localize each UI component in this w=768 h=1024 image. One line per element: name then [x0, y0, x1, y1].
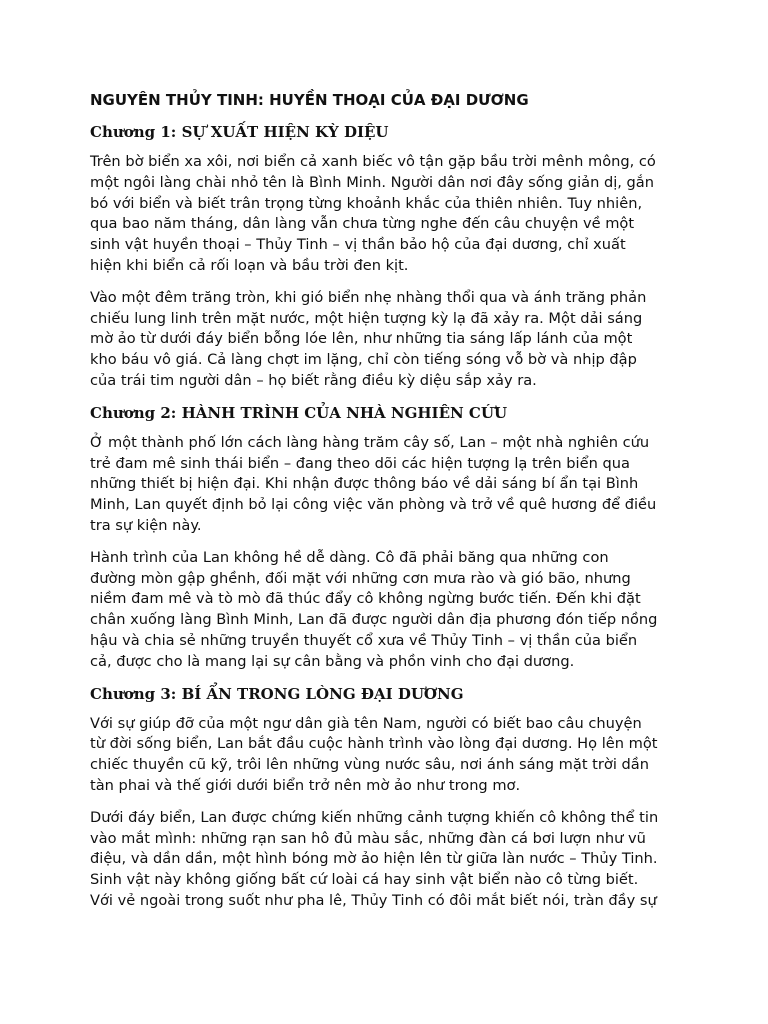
paragraph-line: Vào một đêm trăng tròn, khi gió biển nhẹ nhàng thổi qua và ánh trăng phản	[90, 288, 647, 306]
paragraph-line: từ đời sống biển, Lan bắt đầu cuộc hành trình vào lòng đại dương. Họ lên một	[90, 735, 658, 753]
paragraph-line: sinh vật huyền thoại – Thủy Tinh – vị thần bảo hộ của đại dương, chỉ xuất	[90, 236, 626, 254]
paragraph-line: của trái tim người dân – họ biết rằng điều kỳ diệu sắp xảy ra.	[90, 371, 537, 389]
paragraph-line: vào mắt mình: những rạn san hô đủ màu sắc, những đàn cá bơi lượn như vũ	[90, 829, 646, 847]
paragraph-line: Dưới đáy biển, Lan được chứng kiến những cảnh tượng khiến cô không thể tin	[90, 808, 659, 826]
chapter-heading: Chương 3: BÍ ẨN TRONG LÒNG ĐẠI DƯƠNG	[90, 684, 464, 703]
paragraph	[90, 548, 680, 673]
paragraph-line: qua bao năm tháng, dân làng vẫn chưa từng nghe đến câu chuyện về một	[90, 215, 635, 233]
chapter-heading: Chương 1: SỰ XUẤT HIỆN KỲ DIỆU	[90, 123, 389, 141]
paragraph-line: Trên bờ biển xa xôi, nơi biển cả xanh biếc vô tận gặp bầu trời mênh mông, có	[90, 153, 656, 170]
paragraph-line: chiếc thuyền cũ kỹ, trôi lên những vùng nước sâu, nơi ánh sáng mặt trời dần	[90, 756, 649, 774]
paragraph-line: niềm đam mê và tò mò đã thúc đẩy cô không ngừng bước tiến. Đến khi đặt	[90, 590, 641, 608]
paragraph-line: cả, được cho là mang lại sự cân bằng và phồn vinh cho đại dương.	[90, 652, 575, 670]
paragraph	[90, 152, 680, 277]
paragraph-line: Minh, Lan quyết định bỏ lại công việc văn phòng và trở về quê hương để điều	[90, 496, 657, 514]
paragraph-line: Với vẻ ngoài trong suốt như pha lê, Thủy Tinh có đôi mắt biết nói, tràn đầy sự	[90, 891, 657, 909]
paragraph-line: trẻ đam mê sinh thái biển – đang theo dõi các hiện tượng lạ trên biển qua	[90, 454, 630, 472]
paragraph-line: đường mòn gập ghềnh, đối mặt với những cơn mưa rào và gió bão, nhưng	[90, 569, 631, 587]
chapter-heading: Chương 2: HÀNH TRÌNH CỦA NHÀ NGHIÊN CỨU	[90, 403, 508, 422]
paragraph-line: điệu, và dần dần, một hình bóng mờ ảo hiện lên từ giữa làn nước – Thủy Tinh.	[90, 850, 658, 868]
paragraph-line: một ngôi làng chài nhỏ tên là Bình Minh. Người dân nơi đây sống giản dị, gắn	[90, 173, 655, 191]
chapters-container	[90, 122, 680, 912]
paragraph-line: những thiết bị hiện đại. Khi nhận được thông báo về dải sáng bí ẩn tại Bình	[90, 475, 639, 493]
paragraph-line: tra sự kiện này.	[90, 516, 202, 534]
paragraph-line: chân xuống làng Bình Minh, Lan đã được người dân địa phương đón tiếp nồng	[90, 611, 658, 629]
paragraph-line: bó với biển và biết trân trọng từng khoảnh khắc của thiên nhiên. Tuy nhiên,	[90, 194, 643, 212]
paragraph-line: tàn phai và thế giới dưới biển trở nên mờ ảo như trong mơ.	[90, 776, 521, 794]
document-page	[90, 90, 680, 923]
paragraph-line: chiếu lung linh trên mặt nước, một hiện tượng kỳ lạ đã xảy ra. Một dải sáng	[90, 309, 643, 327]
paragraph	[90, 288, 680, 392]
paragraph-line: kho báu vô giá. Cả làng chợt im lặng, chỉ còn tiếng sóng vỗ bờ và nhịp đập	[90, 351, 637, 369]
paragraph-line: Ở một thành phố lớn cách làng hàng trăm cây số, Lan – một nhà nghiên cứu	[90, 433, 650, 451]
paragraph-line: Sinh vật này không giống bất cứ loài cá hay sinh vật biển nào cô từng biết.	[90, 871, 639, 889]
paragraph	[90, 433, 680, 537]
paragraph-line: Hành trình của Lan không hề dễ dàng. Cô đã phải băng qua những con	[90, 548, 609, 566]
paragraph-line: hậu và chia sẻ những truyền thuyết cổ xưa về Thủy Tinh – vị thần của biển	[90, 631, 638, 649]
paragraph-line: mờ ảo từ dưới đáy biển bỗng lóe lên, như những tia sáng lấp lánh của một	[90, 330, 633, 348]
document-title: NGUYÊN THỦY TINH: HUYỀN THOẠI CỦA ĐẠI DƯƠNG	[90, 91, 529, 109]
paragraph	[90, 714, 680, 797]
paragraph-line: hiện khi biển cả rối loạn và bầu trời đen kịt.	[90, 256, 409, 274]
paragraph-line: Với sự giúp đỡ của một ngư dân già tên Nam, người có biết bao câu chuyện	[90, 714, 642, 732]
paragraph	[90, 808, 680, 912]
